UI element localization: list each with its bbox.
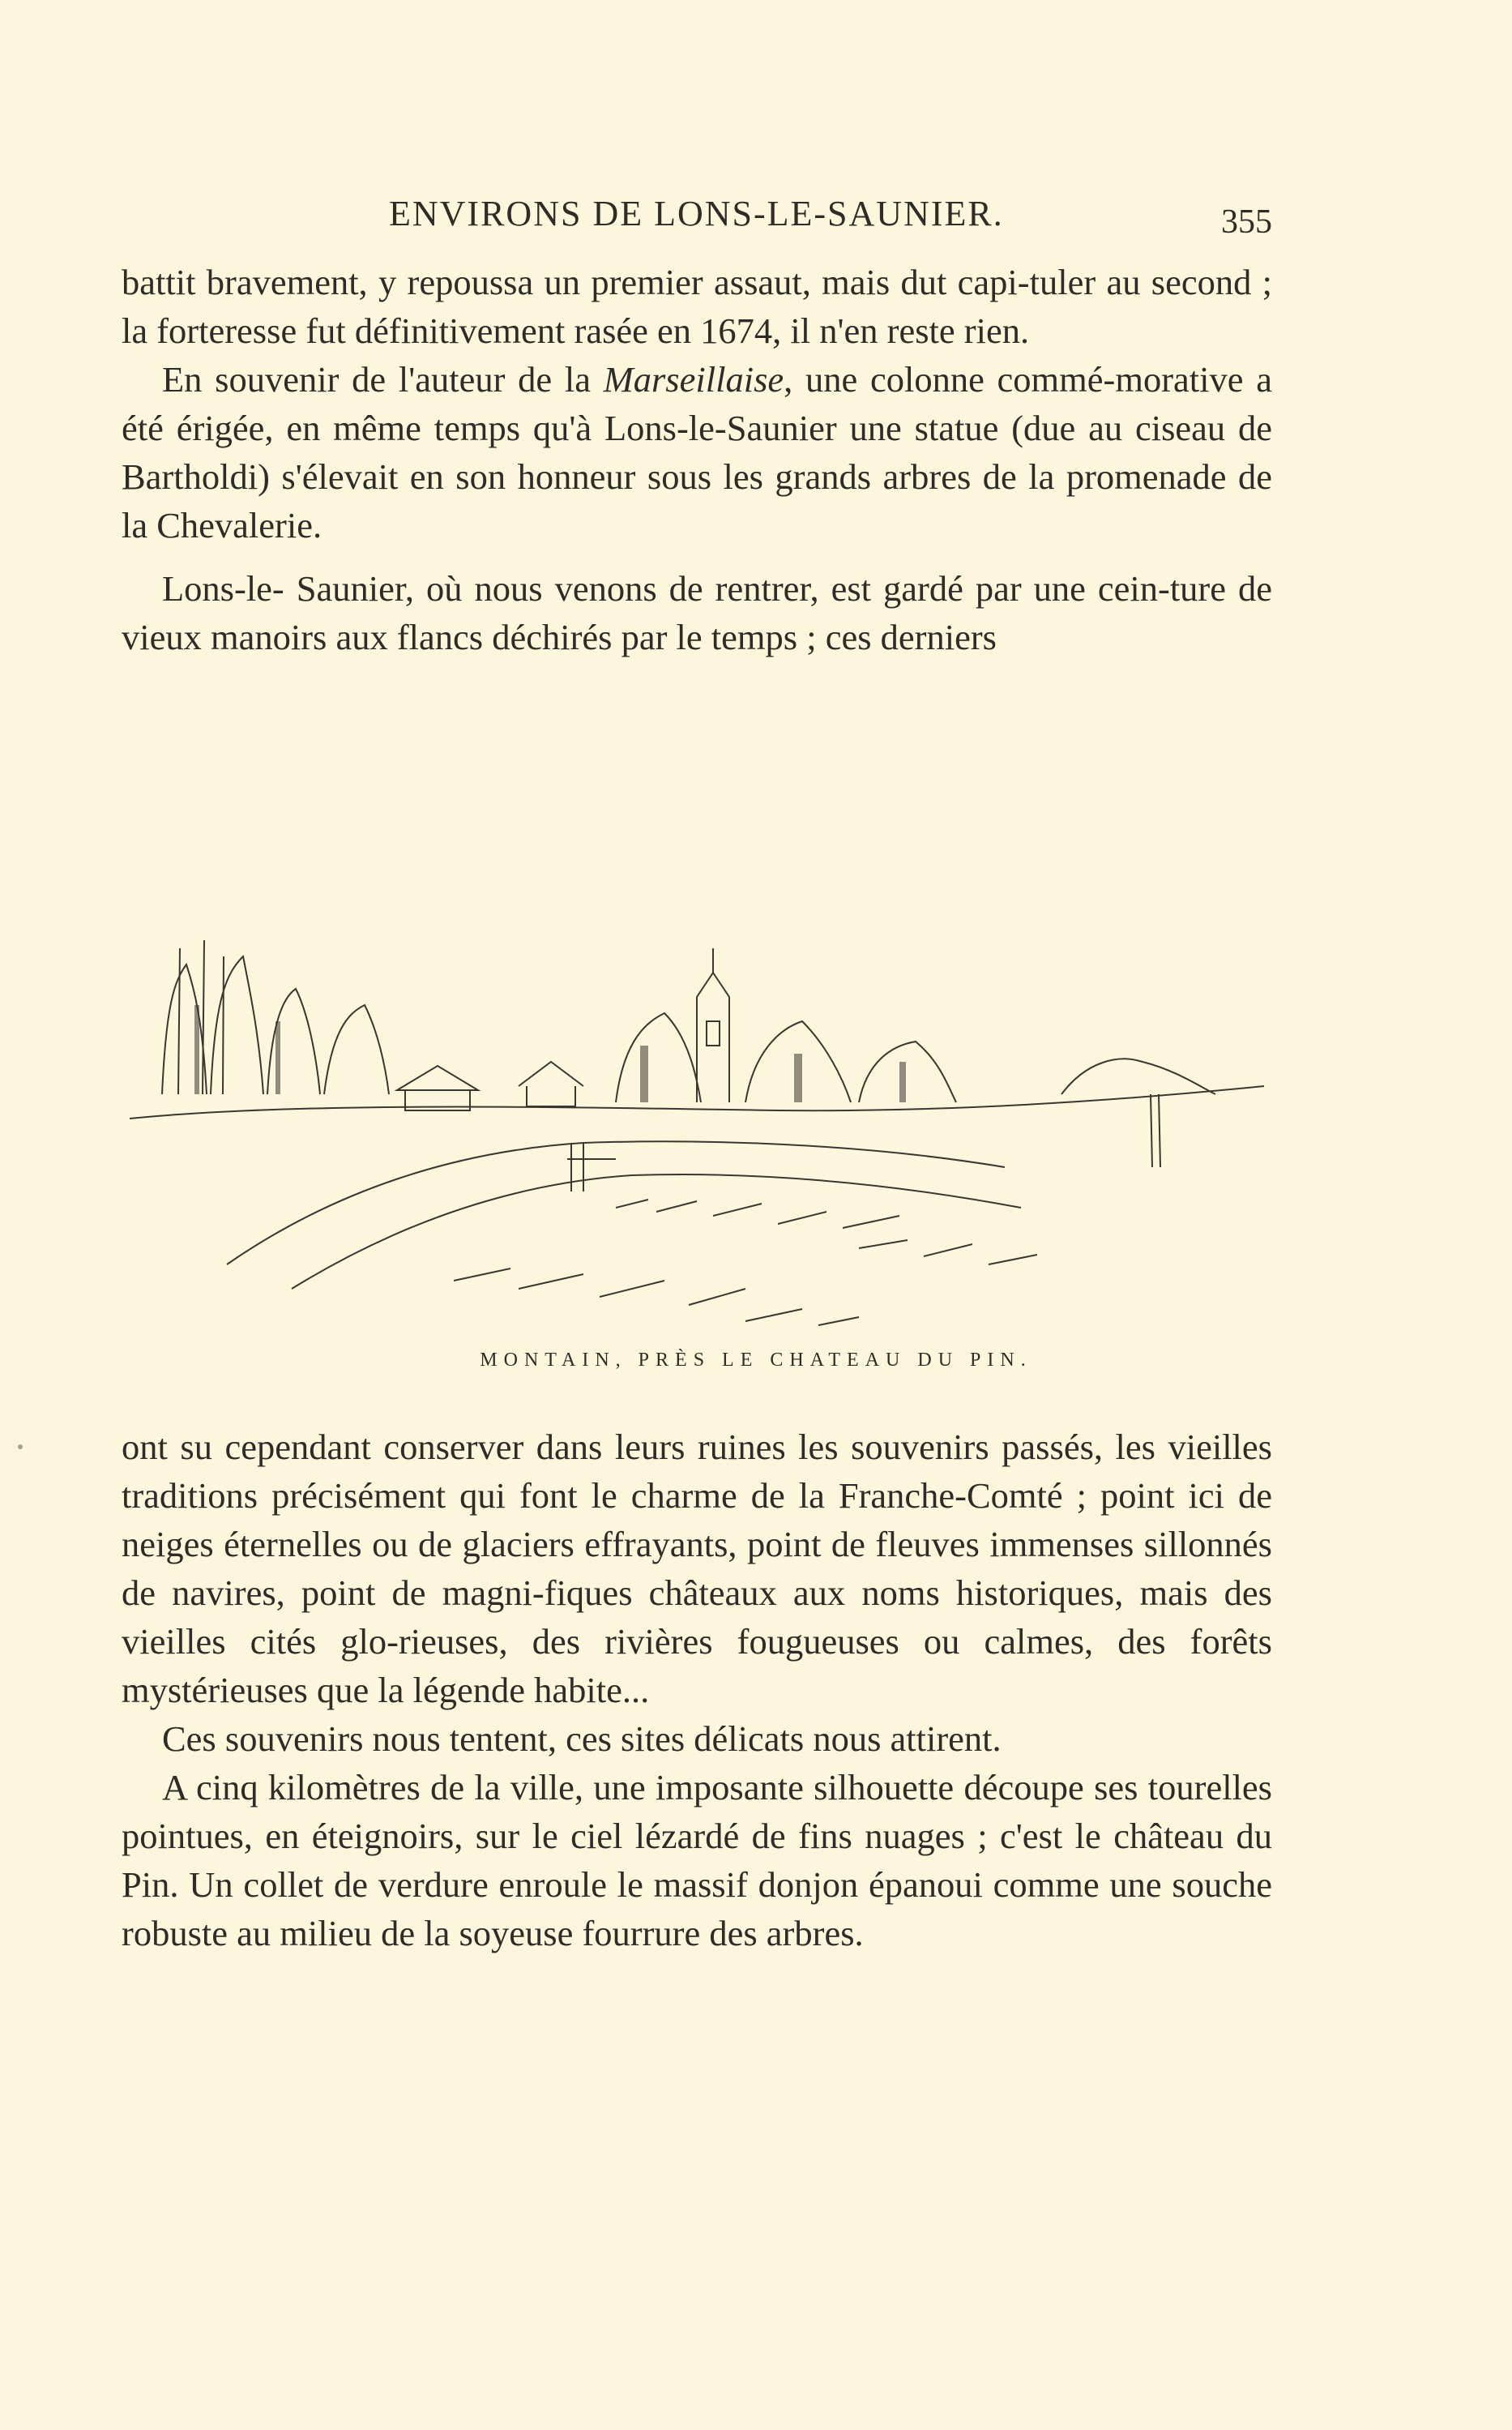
margin-speck xyxy=(18,1444,23,1449)
page-header xyxy=(122,193,1272,242)
page-number: 355 xyxy=(1221,203,1272,241)
paragraph-4: ont su cependant conserver dans leurs ruines les souvenirs passés, les vieilles traditions précisément qui font le charme de la Franche-Comté ; point ici de neiges éternelles ou de glaciers effrayants, point de fleuves immenses sillonnés de navires, point de magni-fiques châteaux aux noms historiques, mais des vieilles cités glo-rieuses, des rivières fougueuses ou calmes, des forêts mystérieuses que la légende habite... xyxy=(122,1427,1272,1710)
paragraph-1: battit bravement, y repoussa un premier assaut, mais dut capi-tuler au second ; la forteresse fut définitivement rasée en 1674, il n'en reste rien. xyxy=(122,262,1272,351)
italic-title: Marseillaise xyxy=(603,359,784,400)
paragraph-2: En souvenir de l'auteur de la Marseillaise, une colonne commé-morative a été érigée, en même temps qu'à Lons-le-Saunier une statue (due au ciseau de Bartholdi) s'élevait en son honneur sous les grands arbres de la promenade de la Chevalerie. xyxy=(122,359,1272,545)
text-block-bottom xyxy=(122,1422,1272,1957)
running-head: ENVIRONS DE LONS-LE-SAUNIER. xyxy=(389,194,1004,233)
illustration-caption: MONTAIN, PRÈS LE CHATEAU DU PIN. xyxy=(480,1350,1032,1371)
paragraph-6: A cinq kilomètres de la ville, une imposante silhouette découpe ses tourelles pointues, en éteignoirs, sur le ciel lézardé de fins nuages ; c'est le château du Pin. Un collet de verdure enroule le massif donjon épanoui comme une souche robuste au milieu de la soyeuse fourrure des arbres. xyxy=(122,1767,1272,1953)
paragraph-3: Lons-le- Saunier, où nous venons de rentrer, est gardé par une cein-ture de vieux manoirs aux flancs déchirés par le temps ; ces derniers xyxy=(122,568,1272,657)
paragraph-5: Ces souvenirs nous tentent, ces sites délicats nous attirent. xyxy=(162,1718,1002,1759)
landscape-engraving-illustration xyxy=(130,900,1264,1329)
text-block-top xyxy=(122,258,1272,661)
